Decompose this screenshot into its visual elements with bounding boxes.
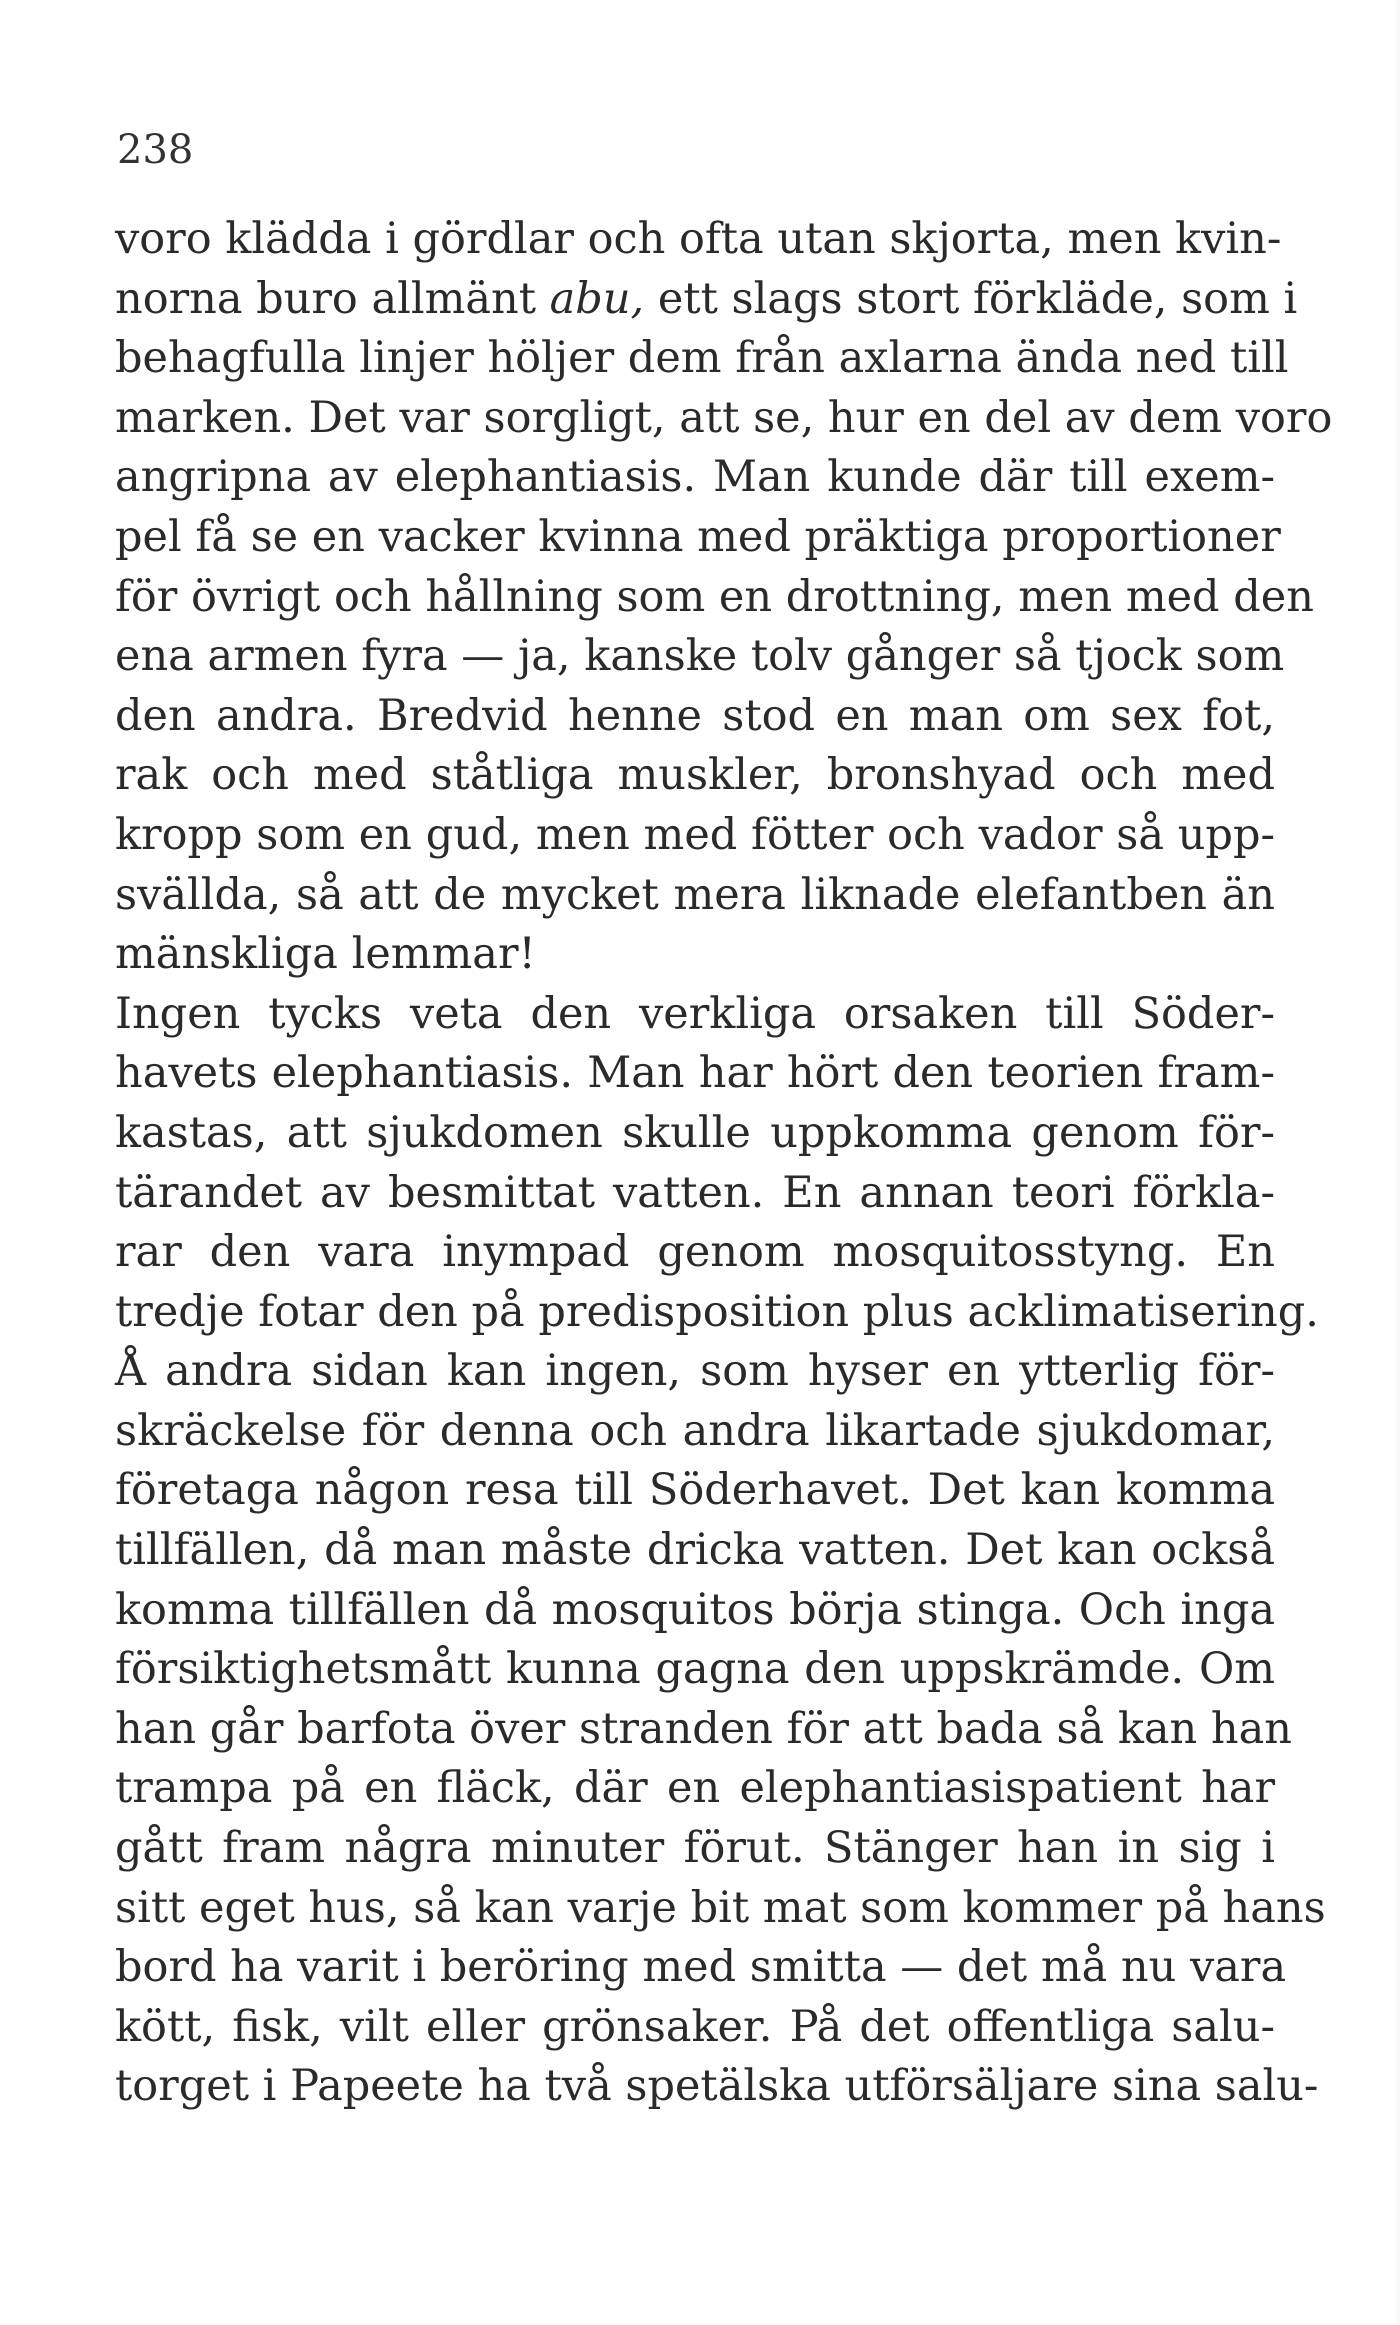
page-number: 238 — [117, 127, 194, 173]
italic-word: abu, — [549, 273, 645, 324]
text-line — [115, 508, 1281, 568]
line-text: norna buro allmänt — [115, 273, 550, 324]
line-text: tillfällen, då man måste dricka vatten. Det kan också — [115, 1525, 1275, 1576]
line-text: ett slags stort förkläde, som i — [644, 273, 1298, 324]
line-text: försiktighetsmått kunna gagna den uppskrämde. Om — [115, 1644, 1275, 1695]
text-line — [115, 1402, 1275, 1462]
text-line — [115, 1700, 1292, 1760]
text-line — [115, 1640, 1275, 1700]
text-line — [115, 806, 1275, 866]
line-text: Ingen tycks veta den verkliga orsaken till Söder- — [115, 988, 1275, 1039]
line-text: trampa på en fläck, där en elephantiasispatient har — [115, 1763, 1275, 1814]
line-text: sitt eget hus, så kan varje bit mat som kommer på hans — [115, 1882, 1326, 1933]
text-line — [115, 1819, 1275, 1879]
text-line — [115, 2057, 1319, 2117]
line-text: mänskliga lemmar! — [115, 929, 536, 980]
line-text: komma tillfällen då mosquitos börja stinga. Och inga — [115, 1584, 1275, 1635]
text-line — [115, 329, 1289, 389]
text-line — [115, 925, 1275, 985]
text-line — [115, 1759, 1275, 1819]
line-text: för övrigt och hållning som en drottning, men med den — [115, 571, 1314, 622]
paragraph — [115, 985, 1326, 2117]
text-line — [115, 985, 1275, 1045]
text-line — [115, 627, 1285, 687]
line-text: kropp som en gud, men med fötter och vador så upp- — [115, 809, 1275, 860]
body-text — [115, 210, 1333, 2117]
line-text: voro klädda i gördlar och ofta utan skjorta, men kvin- — [115, 214, 1282, 264]
page-edge — [1394, 0, 1400, 2325]
text-line — [115, 1938, 1287, 1998]
text-line — [115, 1879, 1326, 1939]
line-text: kött, fisk, vilt eller grönsaker. På det offentliga salu- — [115, 2001, 1275, 2052]
text-line — [115, 1223, 1275, 1283]
line-text: rak och med ståtliga muskler, bronshyad och med — [115, 750, 1275, 801]
line-text: företaga någon resa till Söderhavet. Det kan komma — [115, 1465, 1275, 1516]
text-line — [115, 1164, 1275, 1224]
text-line — [115, 1342, 1275, 1402]
line-text: han går barfota över stranden för att bada så kan han — [115, 1703, 1292, 1754]
line-text: svällda, så att de mycket mera liknade elefantben än — [115, 869, 1275, 920]
line-text: angripna av elephantiasis. Man kunde där till exem- — [115, 452, 1275, 503]
text-line — [115, 568, 1314, 628]
text-line — [115, 1104, 1275, 1164]
text-line — [115, 210, 1282, 270]
text-line — [115, 1581, 1275, 1641]
paragraph-container — [115, 210, 1333, 2117]
line-text: gått fram några minuter förut. Stänger han in sig i — [115, 1823, 1275, 1874]
line-text: skräckelse för denna och andra likartade sjukdomar, — [115, 1405, 1275, 1456]
line-text: behagfulla linjer höljer dem från axlarna ända ned till — [115, 333, 1289, 384]
text-line — [115, 866, 1275, 926]
text-line — [115, 448, 1275, 508]
text-line — [115, 270, 1298, 330]
text-line — [115, 1283, 1319, 1343]
text-line — [115, 687, 1275, 747]
text-line — [115, 389, 1333, 449]
line-text: rar den vara inympad genom mosquitosstyng. En — [115, 1227, 1275, 1278]
line-text: tredje fotar den på predisposition plus acklimatisering. — [115, 1286, 1319, 1337]
text-line — [115, 1044, 1275, 1104]
line-text: kastas, att sjukdomen skulle uppkomma genom för- — [115, 1107, 1275, 1158]
text-line — [115, 1461, 1275, 1521]
line-text: bord ha varit i beröring med smitta — det må nu vara — [115, 1942, 1287, 1993]
line-text: ena armen fyra — ja, kanske tolv gånger så tjock som — [115, 631, 1285, 682]
text-line — [115, 1521, 1275, 1581]
text-line — [115, 746, 1275, 806]
line-text: torget i Papeete ha två spetälska utförsäljare sina salu- — [115, 2061, 1319, 2112]
line-text: pel få se en vacker kvinna med präktiga proportioner — [115, 511, 1281, 562]
paragraph — [115, 210, 1333, 985]
line-text: Å andra sidan kan ingen, som hyser en ytterlig för- — [115, 1346, 1275, 1397]
line-text: tärandet av besmittat vatten. En annan teori förkla- — [115, 1167, 1275, 1218]
line-text: den andra. Bredvid henne stod en man om sex fot, — [115, 690, 1275, 741]
text-line — [115, 1998, 1275, 2058]
line-text: marken. Det var sorgligt, att se, hur en del av dem voro — [115, 392, 1333, 443]
line-text: havets elephantiasis. Man har hört den teorien fram- — [115, 1048, 1275, 1099]
